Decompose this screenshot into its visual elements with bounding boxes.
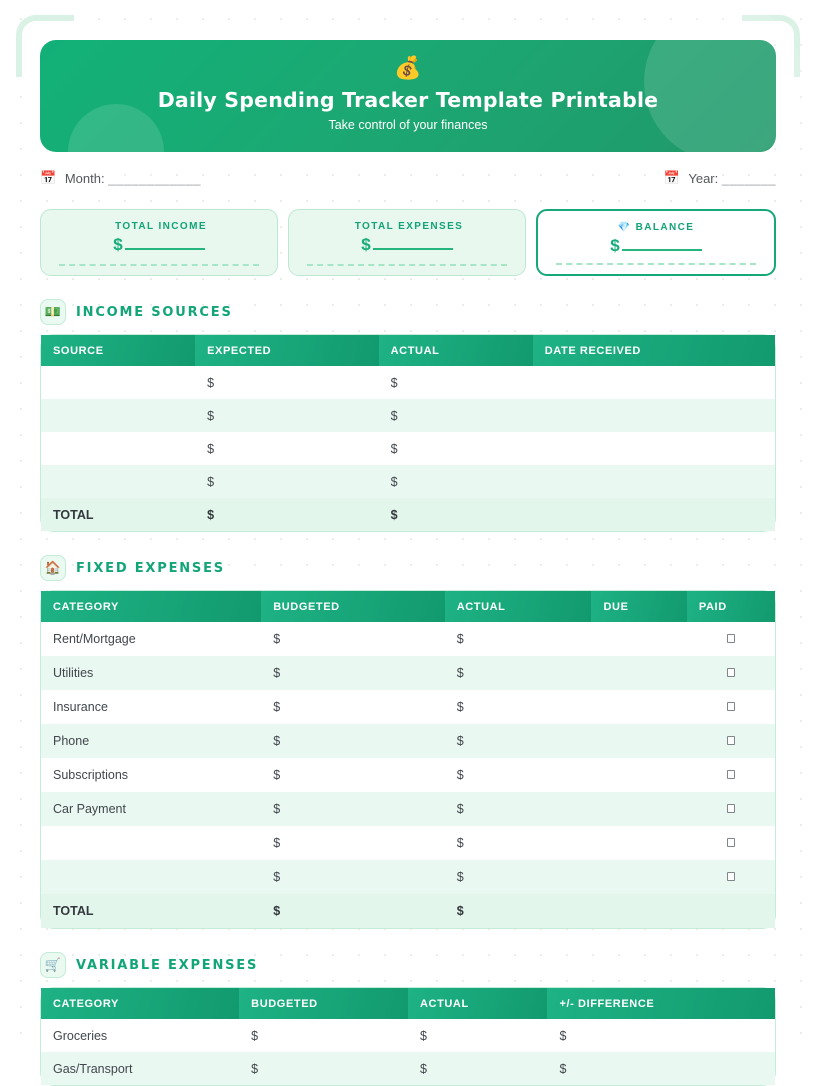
column-header: PAID [687,591,775,622]
table-cell [687,690,775,724]
table-cell [687,860,775,894]
table-row [41,432,775,465]
total-cell: $ [261,894,445,928]
section-variable-expenses [40,952,776,1086]
column-header: +/- DIFFERENCE [547,988,775,1019]
amount-blank [373,239,453,250]
table-cell: $ [273,768,281,782]
table-cell: Subscriptions [53,768,129,782]
table-cell: $ [195,465,379,498]
shopping-cart-icon: 🛒 [40,952,66,978]
table-cell: $ [251,1028,259,1043]
table-cell: $ [379,465,533,498]
table-cell [533,432,775,465]
total-cell [591,894,686,928]
table-row [41,465,775,498]
table-row [41,1019,775,1052]
column-header: DATE RECEIVED [533,335,775,366]
total-cell: TOTAL [41,498,195,531]
total-expenses-label [351,221,464,232]
total-row [41,498,775,531]
section-title [40,952,776,978]
table-cell [687,656,775,690]
table-cell [533,399,775,432]
table-row [41,690,775,724]
currency-symbol: $ [361,235,371,254]
table-cell: Rent/Mortgage [53,632,136,646]
table-cell: $ [419,1028,427,1043]
money-bag-icon: 💰 [394,55,422,80]
table-cell [591,724,686,758]
section-title [40,299,776,325]
section-label: INCOME SOURCES [76,304,233,320]
table-cell [41,366,195,399]
table-cell: $ [445,860,592,894]
table-cell: Phone [41,724,261,758]
table-cell [591,792,686,826]
house-icon: 🏠 [40,555,66,581]
section-label: VARIABLE EXPENSES [76,957,259,973]
table-cell [41,826,261,860]
fixed-expenses-table [40,590,776,929]
table-cell: Car Payment [41,792,261,826]
header-banner [40,40,776,152]
total-cell: $ [445,894,592,928]
year-blank: _______ [721,170,776,186]
amount-blank [622,240,702,251]
table-cell: $ [207,375,215,390]
table-header-row [41,591,775,622]
table-cell [687,724,775,758]
table-cell: $ [547,1052,775,1085]
summary-row [40,209,776,276]
table-row [41,792,775,826]
table-row [41,826,775,860]
column-header: SOURCE [41,335,195,366]
column-header: EXPECTED [195,335,379,366]
section-fixed-expenses [40,555,776,929]
table-cell [687,758,775,792]
table-row [41,860,775,894]
table-cell: $ [379,399,533,432]
paid-checkbox[interactable] [727,668,735,677]
table-cell [591,690,686,724]
paid-checkbox[interactable] [727,838,735,847]
balance-box [536,209,776,276]
table-cell: $ [207,441,215,456]
table-cell: $ [273,700,281,714]
calendar-icon: 📅 [663,170,680,186]
table-cell [533,465,775,498]
table-row [41,758,775,792]
table-cell: $ [261,860,445,894]
label-text: BALANCE [635,222,695,233]
table-cell [591,860,686,894]
section-title [40,555,776,581]
table-cell: $ [445,724,592,758]
month-field[interactable] [40,170,201,187]
table-row [41,1052,775,1085]
balance-label [618,222,695,233]
table-cell: $ [456,632,464,646]
column-header: ACTUAL [408,988,547,1019]
paid-checkbox[interactable] [727,770,735,779]
calendar-icon: 📅 [40,170,57,186]
table-cell [687,792,775,826]
variable-expenses-table [40,987,776,1086]
column-header: CATEGORY [41,988,239,1019]
page-title: Daily Spending Tracker Template Printable [157,88,659,112]
year-label: Year: [688,170,719,186]
balance-amount[interactable] [610,238,701,255]
total-cell [533,498,775,531]
decorative-circle [644,2,804,162]
total-cell: $ [379,498,533,531]
table-cell: $ [273,836,281,850]
table-cell: $ [456,700,464,714]
table-cell: $ [390,441,398,456]
dashed-divider [307,264,506,266]
year-field[interactable] [664,170,776,187]
table-cell [591,826,686,860]
table-cell: $ [559,1028,567,1043]
table-cell [687,622,775,656]
dashed-divider [556,263,755,265]
month-label: Month: [64,170,105,186]
table-header-row [41,335,775,366]
column-header: ACTUAL [379,335,533,366]
table-row [41,656,775,690]
column-header: BUDGETED [239,988,408,1019]
total-cell [687,894,775,928]
table-cell: $ [261,724,445,758]
total-expenses-box [288,209,526,276]
table-cell: $ [445,656,592,690]
table-cell [41,432,195,465]
table-cell: Insurance [53,700,108,714]
currency-symbol: $ [113,235,123,254]
paid-checkbox[interactable] [727,804,735,813]
table-cell: Utilities [41,656,261,690]
section-income [40,299,776,532]
table-cell: $ [273,632,281,646]
month-blank: ____________ [108,170,201,186]
table-cell: $ [445,792,592,826]
table-cell: $ [456,768,464,782]
label-text: TOTAL EXPENSES [354,221,464,232]
table-cell: $ [456,836,464,850]
table-cell [591,622,686,656]
column-header: CATEGORY [41,591,261,622]
label-text: TOTAL INCOME [115,221,207,232]
table-cell [41,399,195,432]
table-cell [41,860,261,894]
table-cell [533,366,775,399]
table-cell: $ [195,399,379,432]
total-cell: $ [195,498,379,531]
total-income-label [111,221,207,232]
diamond-icon: 💎 [617,222,632,233]
table-cell: Gas/Transport [41,1052,239,1085]
section-label: FIXED EXPENSES [76,560,225,576]
total-row [41,894,775,928]
column-header: ACTUAL [445,591,592,622]
table-cell [591,758,686,792]
table-row [41,399,775,432]
table-cell: $ [261,656,445,690]
table-row [41,724,775,758]
table-row [41,366,775,399]
table-cell: $ [261,792,445,826]
paid-checkbox[interactable] [727,736,735,745]
page-subtitle: Take control of your finances [328,118,488,132]
paid-checkbox[interactable] [727,702,735,711]
total-income-amount[interactable] [113,237,204,254]
table-cell [591,656,686,690]
income-table [40,334,776,532]
total-income-box [40,209,278,276]
total-cell: TOTAL [41,894,261,928]
table-cell [41,465,195,498]
dashed-divider [59,264,258,266]
paid-checkbox[interactable] [727,634,735,643]
month-year-row [40,168,776,188]
table-row [41,622,775,656]
table-cell [687,826,775,860]
currency-symbol: $ [610,236,620,255]
total-expenses-amount[interactable] [361,237,452,254]
column-header: BUDGETED [261,591,445,622]
amount-blank [125,239,205,250]
table-header-row [41,988,775,1019]
paid-checkbox[interactable] [727,872,735,881]
column-header: DUE [591,591,686,622]
banknote-icon: 💵 [40,299,66,325]
table-cell: $ [408,1052,547,1085]
table-cell: Groceries [53,1028,108,1043]
table-cell: $ [239,1052,408,1085]
table-cell: $ [390,375,398,390]
